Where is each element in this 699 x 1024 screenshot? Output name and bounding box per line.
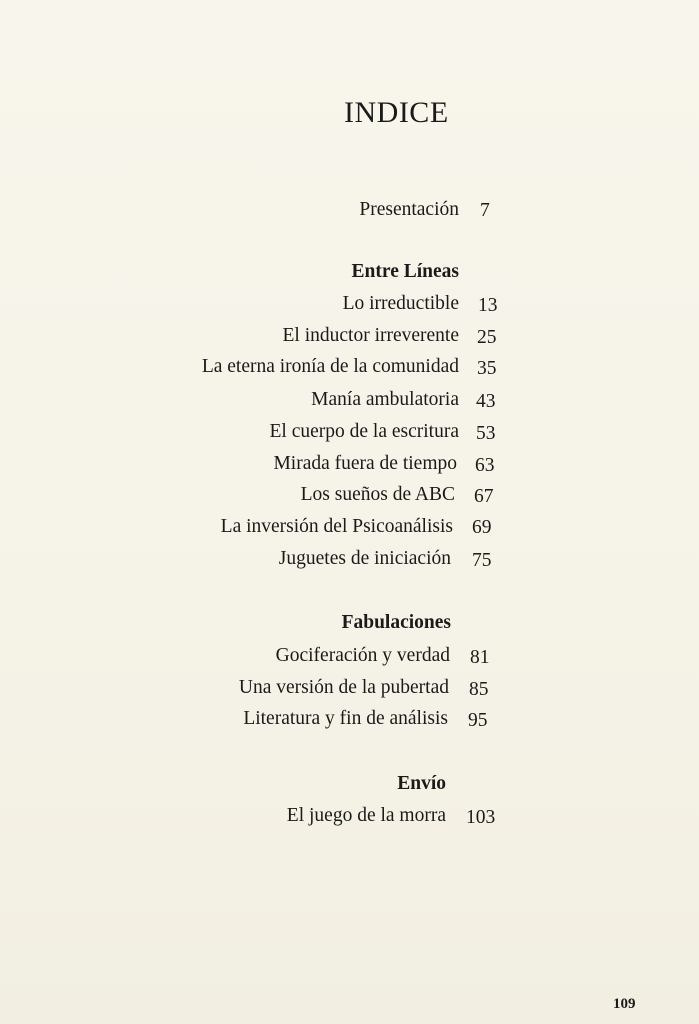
toc-entry-page: 13 — [478, 295, 498, 316]
toc-entry-page: 43 — [476, 391, 496, 412]
toc-entry-page: 35 — [477, 358, 497, 379]
toc-entry-page: 85 — [469, 679, 489, 700]
toc-entry-title: El cuerpo de la escritura — [269, 421, 459, 442]
section-heading-fabulaciones: Fabulaciones — [341, 612, 451, 633]
section-heading-entre-lineas: Entre Líneas — [351, 261, 459, 282]
toc-entry-title: El inductor irreverente — [282, 325, 459, 346]
toc-entry-title: Gociferación y verdad — [275, 645, 450, 666]
section-heading-envio: Envío — [397, 773, 446, 794]
toc-entry-title: El juego de la morra — [286, 805, 446, 826]
toc-entry-title: Presentación — [359, 199, 459, 220]
toc-entry-page: 63 — [475, 455, 495, 476]
toc-entry-page: 81 — [470, 647, 490, 668]
page-number: 109 — [613, 996, 636, 1012]
toc-entry-title: Manía ambulatoria — [311, 389, 459, 410]
toc-entry-title: La inversión del Psicoanálisis — [220, 516, 453, 537]
page-title: INDICE — [344, 96, 449, 129]
toc-entry-title: Mirada fuera de tiempo — [273, 453, 457, 474]
toc-entry-page: 25 — [477, 327, 497, 348]
toc-entry-title: Los sueños de ABC — [300, 484, 455, 505]
toc-entry-page: 69 — [472, 517, 492, 538]
toc-entry-title: La eterna ironía de la comunidad — [201, 356, 459, 377]
toc-entry-title: Juguetes de iniciación — [278, 548, 451, 569]
toc-entry-title: Literatura y fin de análisis — [243, 708, 448, 729]
toc-entry-page: 67 — [474, 486, 494, 507]
toc-entry-title: Lo irreductible — [342, 293, 459, 314]
toc-entry-page: 103 — [466, 807, 496, 828]
toc-entry-page: 95 — [468, 710, 488, 731]
toc-entry-title: Una versión de la pubertad — [238, 677, 449, 698]
toc-entry-page: 53 — [476, 423, 496, 444]
toc-entry-page: 75 — [472, 550, 492, 571]
toc-entry-page: 7 — [480, 200, 490, 221]
